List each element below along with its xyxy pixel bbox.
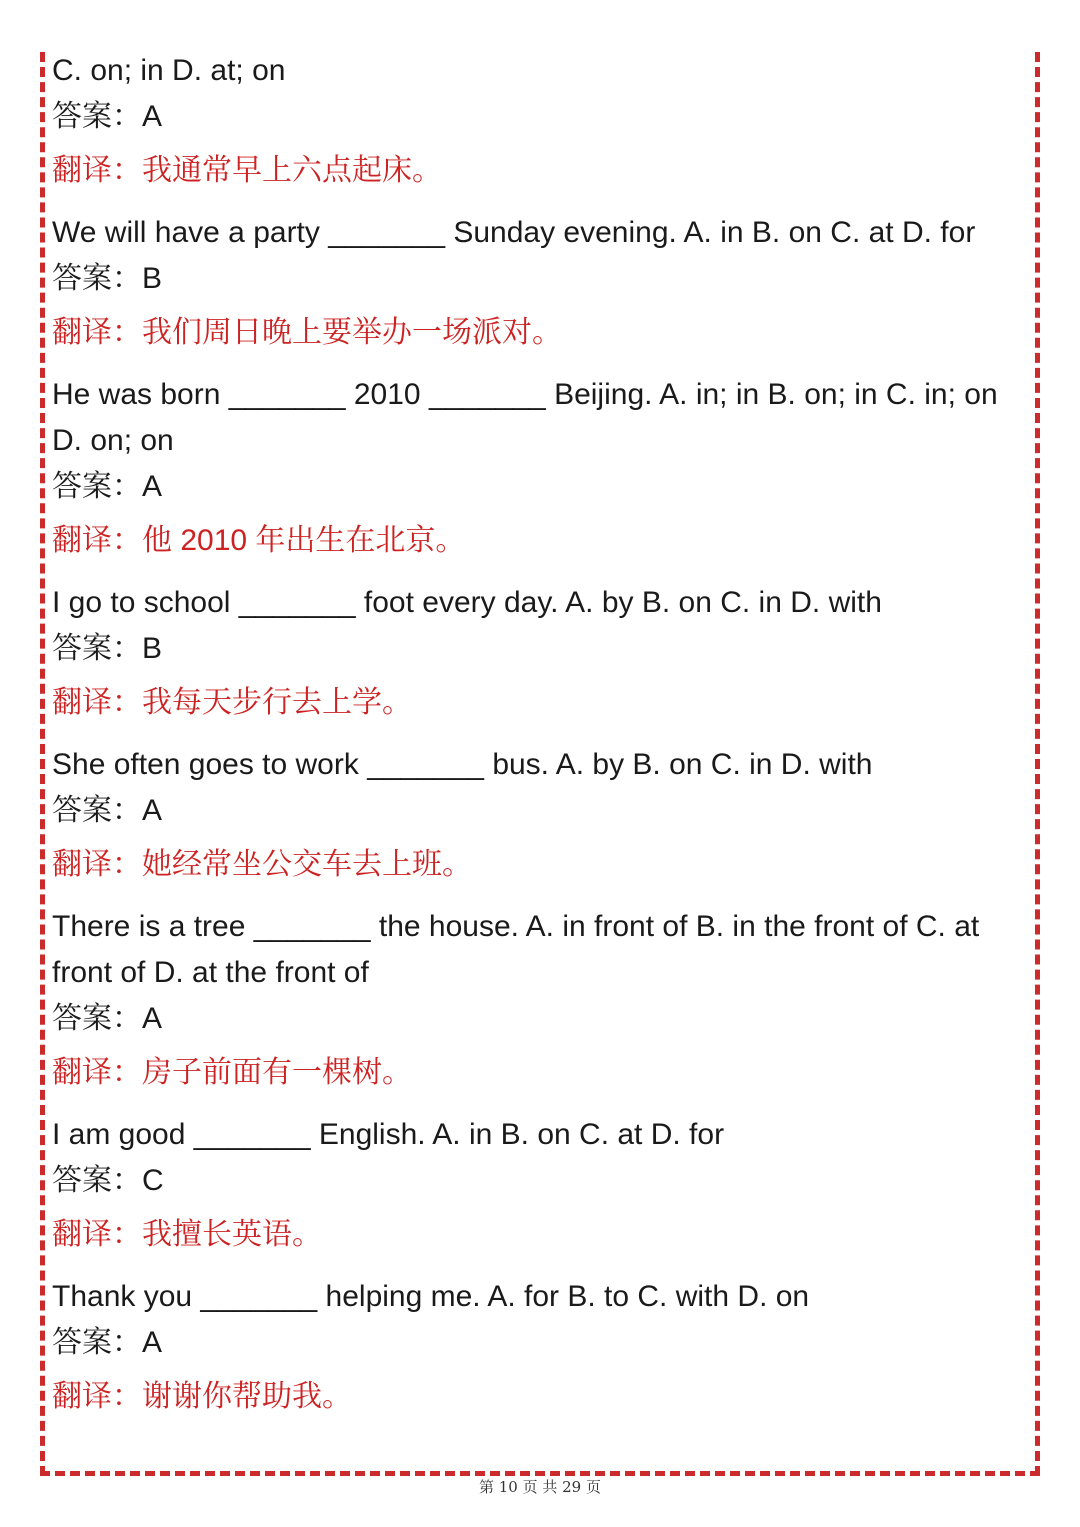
exercise-item <box>52 48 1022 194</box>
answer-label: 答案： <box>52 262 142 295</box>
answer-value: B <box>142 262 163 295</box>
answer-label: 答案： <box>52 794 142 827</box>
answer-label: 答案： <box>52 632 142 665</box>
answer-line <box>52 1158 1022 1204</box>
translation-label: 翻译： <box>52 848 142 881</box>
translation-text: 我擅长英语。 <box>142 1218 322 1251</box>
translation-line <box>52 148 1022 194</box>
translation-label: 翻译： <box>52 154 142 187</box>
answer-label: 答案： <box>52 1002 142 1035</box>
translation-text: 他 2010 年出生在北京。 <box>142 524 466 557</box>
answer-line <box>52 94 1022 140</box>
question-text: We will have a party _______ Sunday evening. A. in B. on C. at D. for <box>52 216 976 249</box>
answer-line <box>52 996 1022 1042</box>
answer-value: A <box>142 1326 163 1359</box>
question-text: Thank you _______ helping me. A. for B. to C. with D. on <box>52 1280 810 1313</box>
answer-line <box>52 1320 1022 1366</box>
exercise-item <box>52 1274 1022 1420</box>
answer-value: A <box>142 470 163 503</box>
translation-text: 她经常坐公交车去上班。 <box>142 848 472 881</box>
translation-text: 谢谢你帮助我。 <box>142 1380 352 1413</box>
translation-label: 翻译： <box>52 1056 142 1089</box>
translation-text: 我们周日晚上要举办一场派对。 <box>142 316 562 349</box>
exercise-list <box>52 48 1022 1420</box>
answer-label: 答案： <box>52 100 142 133</box>
answer-value: A <box>142 1002 163 1035</box>
translation-text: 我通常早上六点起床。 <box>142 154 442 187</box>
answer-label: 答案： <box>52 1326 142 1359</box>
exercise-item <box>52 372 1022 564</box>
translation-label: 翻译： <box>52 1218 142 1251</box>
translation-label: 翻译： <box>52 316 142 349</box>
translation-text: 房子前面有一棵树。 <box>142 1056 412 1089</box>
translation-label: 翻译： <box>52 686 142 719</box>
translation-line <box>52 1212 1022 1258</box>
translation-line <box>52 842 1022 888</box>
question-text: He was born _______ 2010 _______ Beijing. A. in; in B. on; in C. in; on D. on; on <box>52 378 1007 457</box>
translation-label: 翻译： <box>52 1380 142 1413</box>
answer-line <box>52 788 1022 834</box>
translation-line <box>52 1374 1022 1420</box>
answer-line <box>52 256 1022 302</box>
translation-label: 翻译： <box>52 524 142 557</box>
answer-line <box>52 464 1022 510</box>
translation-line <box>52 1050 1022 1096</box>
answer-value: A <box>142 794 163 827</box>
answer-line <box>52 626 1022 672</box>
answer-label: 答案： <box>52 470 142 503</box>
exercise-item <box>52 742 1022 888</box>
question-text: There is a tree _______ the house. A. in front of B. in the front of C. at front of D. at the front of <box>52 910 988 989</box>
question-text: She often goes to work _______ bus. A. by B. on C. in D. with <box>52 748 873 781</box>
question-text: I am good _______ English. A. in B. on C. at D. for <box>52 1118 725 1151</box>
translation-line <box>52 310 1022 356</box>
translation-text: 我每天步行去上学。 <box>142 686 412 719</box>
page-number-footer: 第 10 页 共 29 页 <box>478 1478 601 1496</box>
exercise-item <box>52 1112 1022 1258</box>
answer-value: C <box>142 1164 164 1197</box>
exercise-item <box>52 210 1022 356</box>
exercise-item <box>52 580 1022 726</box>
translation-line <box>52 518 1022 564</box>
translation-line <box>52 680 1022 726</box>
question-text: C. on; in D. at; on <box>52 54 286 87</box>
answer-value: A <box>142 100 163 133</box>
answer-label: 答案： <box>52 1164 142 1197</box>
answer-value: B <box>142 632 163 665</box>
question-text: I go to school _______ foot every day. A. by B. on C. in D. with <box>52 586 882 619</box>
exercise-item <box>52 904 1022 1096</box>
